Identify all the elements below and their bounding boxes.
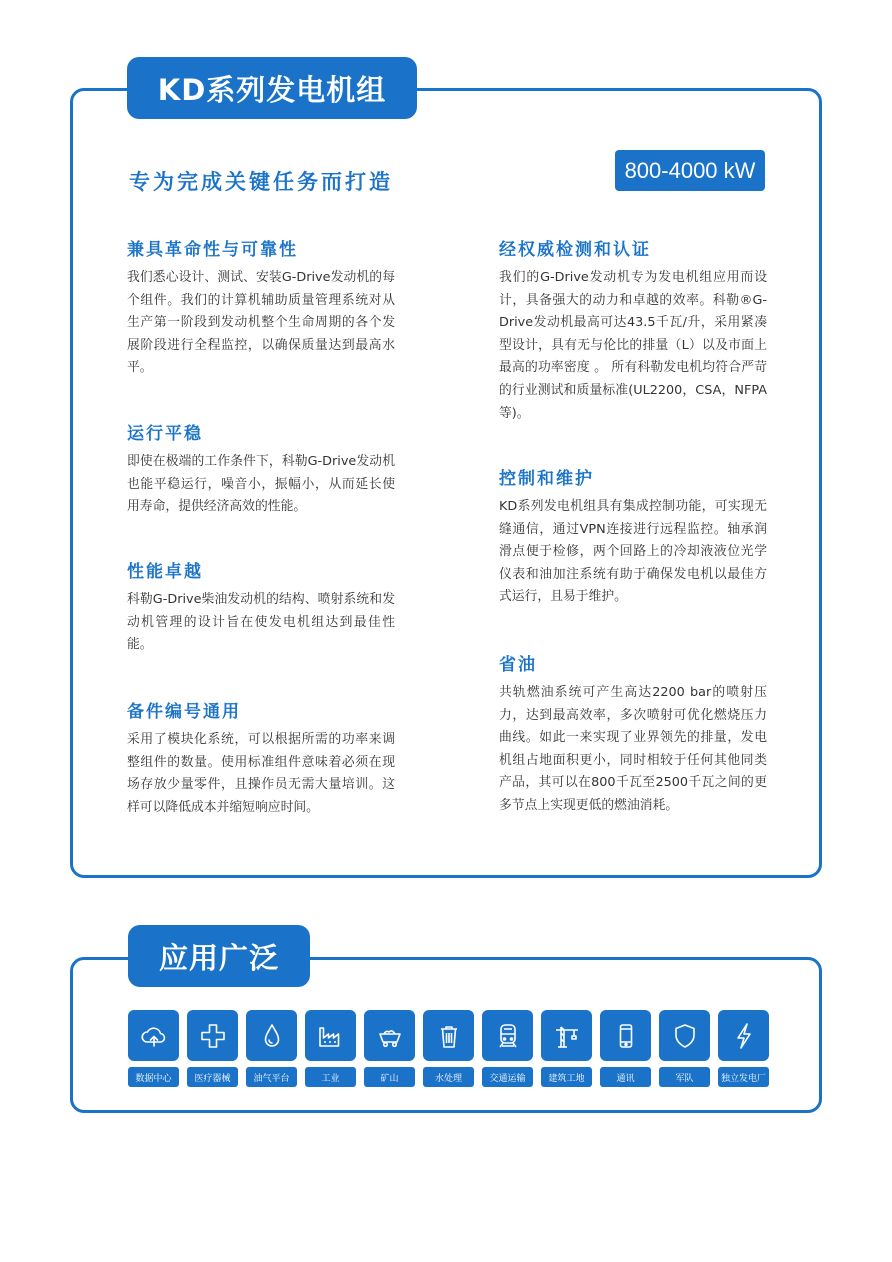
application-data-center: 数据中心 [128, 1010, 179, 1087]
section-title: 省油 [499, 655, 537, 675]
section-title: 经权威检测和认证 [499, 240, 651, 260]
water-bin-icon [423, 1010, 474, 1061]
oil-drop-icon [246, 1010, 297, 1061]
section-body: 我们悉心设计、测试、安装G-Drive发动机的每个组件。我们的计算机辅助质量管理系统对从生产第一阶段到发动机整个生命周期的各个发展阶段进行全程监控，以确保质量达到最高水平。 [127, 270, 395, 376]
cloud-upload-icon [128, 1010, 179, 1061]
lightning-icon [718, 1010, 769, 1061]
section-body: KD系列发电机组具有集成控制功能，可实现无缝通信，通过VPN连接进行远程监控。轴承润滑点便于检修，两个回路上的冷却液液位光学仪表和油加注系统有助于确保发电机以最佳方式运行，且易于维护。 [499, 499, 767, 605]
medical-cross-icon [187, 1010, 238, 1061]
section-title: 性能卓越 [127, 562, 203, 582]
train-icon [482, 1010, 533, 1061]
application-mining: 矿山 [364, 1010, 415, 1087]
section-body: 即使在极端的工作条件下，科勒G-Drive发动机也能平稳运行，噪音小，振幅小，从而延长使用寿命，提供经济高效的性能。 [127, 454, 395, 515]
section-body: 共轨燃油系统可产生高达2200 bar的喷射压力，达到最高效率，多次喷射可优化燃烧压力曲线。如此一来实现了业界领先的排量，发电机组占地面积更小，同时相较于任何其他同类产品，其可以在800千瓦至2500千瓦之间的更多节点上实现更低的燃油消耗。 [499, 685, 767, 813]
page-title: KD系列发电机组 [127, 57, 417, 119]
section-smooth-operation [127, 423, 395, 519]
section-control-maintenance [499, 468, 767, 609]
section-fuel-saving [499, 654, 767, 818]
page-subtitle: 专为完成关键任务而打造 [129, 170, 393, 194]
mine-cart-icon [364, 1010, 415, 1061]
section-title: 兼具革命性与可靠性 [127, 240, 298, 260]
crane-icon [541, 1010, 592, 1061]
section-body: 我们的G-Drive发动机专为发电机组应用而设计，具备强大的动力和卓越的效率。科勒®G-Drive发动机最高可达43.5千瓦/升，采用紧凑型设计，具有无与伦比的排量（L）以及市面上最高的功率密度 。 所有科勒发电机均符合严苛的行业测试和质量标准(UL2200，CSA，NFPA等)。 [499, 270, 767, 421]
applications-icon-row [128, 1010, 768, 1090]
application-transport: 交通运输 [482, 1010, 533, 1087]
section-title: 备件编号通用 [127, 702, 241, 722]
section-reliability [127, 239, 395, 380]
section-body: 采用了模块化系统，可以根据所需的功率来调整组件的数量。使用标准组件意味着必须在现场存放少量零件，且操作员无需大量培训。这样可以降低成本并缩短响应时间。 [127, 732, 395, 815]
section-title: 运行平稳 [127, 424, 203, 444]
shield-icon [659, 1010, 710, 1061]
application-medical: 医疗器械 [187, 1010, 238, 1087]
section-common-parts [127, 701, 395, 819]
application-construction: 建筑工地 [541, 1010, 592, 1087]
applications-title: 应用广泛 [128, 925, 310, 987]
application-telecom: 通讯 [600, 1010, 651, 1087]
section-performance [127, 561, 395, 657]
section-body: 科勒G-Drive柴油发动机的结构、喷射系统和发动机管理的设计旨在使发电机组达到最佳性能。 [127, 592, 395, 653]
application-power-plant: 独立发电厂 [718, 1010, 769, 1087]
application-military: 军队 [659, 1010, 710, 1087]
phone-icon [600, 1010, 651, 1061]
application-oil-gas: 油气平台 [246, 1010, 297, 1087]
section-certification [499, 239, 767, 425]
section-title: 控制和维护 [499, 469, 594, 489]
application-water-treatment: 水处理 [423, 1010, 474, 1087]
factory-icon [305, 1010, 356, 1061]
application-industry: 工业 [305, 1010, 356, 1087]
power-range-badge: 800-4000 kW [615, 150, 765, 191]
